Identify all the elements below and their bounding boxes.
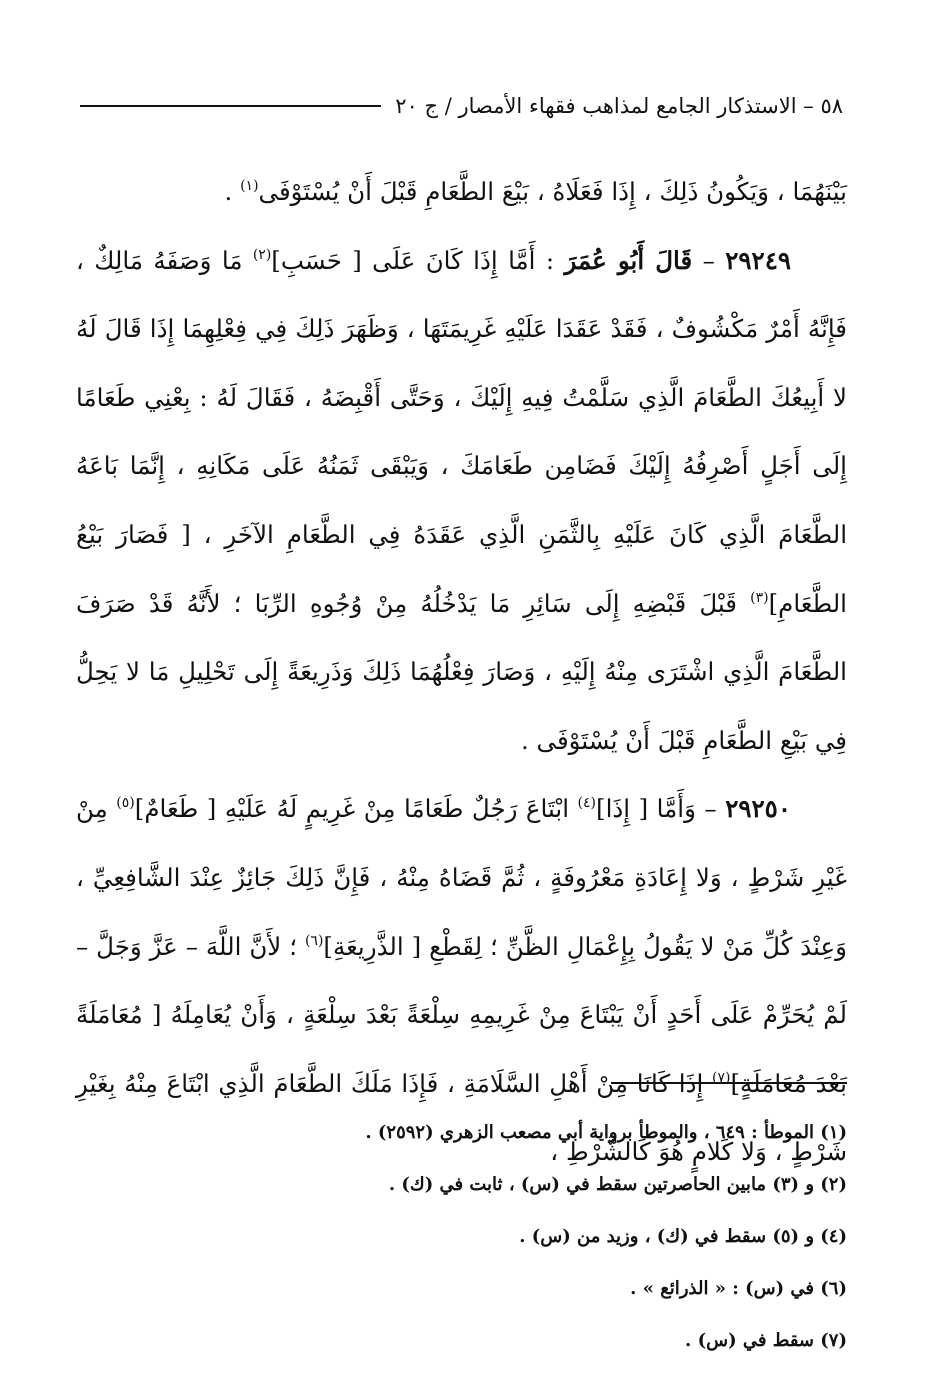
text-run: وَأَمَّا [ إِذَا] xyxy=(596,794,696,824)
paragraph-number: ٢٩٢٥٠ xyxy=(725,794,791,824)
text-run: . xyxy=(224,177,241,206)
text-run: مَا وَصَفَهُ مَالِكٌ ، فَإِنَّهُ أَمْرٌ مَكْشُوفٌ ، فَقَدْ عَقَدَا عَلَيْهِ غَرِيمَتَهَا ، وَظَهَرَ ذَلِكَ فِي فِعْلِهِمَا إِذَا قَالَ لَهُ لا أَبِيعُكَ الطَّعَامَ الَّذِي سَلَّمْتُ فِيهِ إِلَيْكَ ، وَحَتَّى أَقْبِضَهُ ، فَقَالَ لَهُ : بِعْنِي طَعَامًا إِلَى أَجَلٍ أَصْرِفُهُ إِلَيْكَ فَضَامِن طَعَامَكَ ، وَيَبْقَى ثَمَنُهُ عَلَى مَكَانِهِ ، إِنَّمَا بَاعَهُ الطَّعَامَ الَّذِي كَانَ عَلَيْهِ بِالثَّمَنِ الَّذِي عَقَدَهُ فِي الطَّعَامِ الآخَرِ ، [ فَصَارَ بَيْعُ الطَّعَامِ] xyxy=(76,245,847,618)
footnote-ref: (٥) xyxy=(116,795,135,812)
header-title: ٥٨ – الاستذكار الجامع لمذاهب فقهاء الأمصار / ج ٢٠ xyxy=(395,94,843,118)
text-run: : أَمَّا إِذَا كَانَ عَلَى [ حَسَبِ] xyxy=(271,245,565,275)
footnote-7: (٧) سقط في (س) . xyxy=(685,1330,847,1351)
footnotes xyxy=(80,1107,847,1367)
text-run: بَيْنَهُمَا ، وَيَكُونُ ذَلِكَ ، إِذَا فَعَلَاهُ ، بَيْعَ الطَّعَامِ قَبْلَ أَنْ يُسْتَوْفَى xyxy=(258,177,847,206)
footnote-ref: (٦) xyxy=(304,932,324,949)
footnote-6: (٦) في (س) : « الذرائع » . xyxy=(630,1278,847,1299)
paragraph-29249 xyxy=(76,227,847,776)
dash: – xyxy=(692,245,726,275)
text-run: قَبْلَ قَبْضِهِ إِلَى سَائِرِ مَا يَدْخُلُهُ مِنْ وُجُوهِ الرِّبَا ؛ لأَنَّهُ قَدْ صَرَفَ الطَّعَامَ الَّذِي اشْتَرَى مِنْهُ إِلَيْهِ ، وَصَارَ فِعْلُهُمَا ذَلِكَ وَذَرِيعَةً إِلَى تَحْلِيلِ مَا لا يَحِلُّ فِي بَيْعِ الطَّعَامِ قَبْلَ أَنْ يُسْتَوْفَى . xyxy=(76,588,847,755)
footnote-ref: (٢) xyxy=(252,246,272,263)
running-header xyxy=(78,88,843,124)
text-run: ؛ لأَنَّ اللَّهَ – عَزَّ وَجَلَّ – لَمْ يُحَرِّمْ عَلَى أَحَدٍ أَنْ يَبْتَاعَ مِنْ غَرِيمِهِ سِلْعَةً بَعْدَ سِلْعَةٍ ، وَأَنْ يُعَامِلَهُ [ مُعَامَلَةً بَعْدَ مُعَامَلَةٍ] xyxy=(76,931,848,1098)
speaker-name: قَالَ أَبُو عُمَرَ xyxy=(564,245,693,275)
footnote-2-3: (٢) و (٣) مابين الحاصرتين سقط في (س) ، ثابت في (ك) . xyxy=(388,1174,847,1195)
header-rule xyxy=(80,105,381,107)
footnote-ref: (٤) xyxy=(577,795,597,812)
footnote-4-5: (٤) و (٥) سقط في (ك) ، وزيد من (س) . xyxy=(519,1226,847,1247)
dash: – xyxy=(695,794,726,824)
main-text xyxy=(76,158,847,1187)
text-run: ابْتَاعَ رَجُلٌ طَعَامًا مِنْ غَرِيمٍ لَهُ عَلَيْهِ [ طَعَامٌ] xyxy=(134,794,578,824)
paragraph-continuation xyxy=(76,158,847,227)
footnote-1: (١) الموطأ : ٦٤٩ ، والموطأ برواية أبي مصعب الزهري (٢٥٩٢) . xyxy=(365,1122,847,1143)
footnote-ref: (١) xyxy=(240,178,259,194)
text-run: إِذَا كَانَا مِنْ أَهْلِ السَّلَامَةِ ، فَإِذَا مَلَكَ الطَّعَامَ الَّذِي ابْتَاعَ مِنْهُ بِغَيْرِ شَرْطٍ ، وَلا كَلامٍ هُوَ كَالشَّرْطِ ، xyxy=(76,1068,847,1167)
text-run: مِنْ غَيْرِ شَرْطٍ ، وَلا إِعَادَةِ مَعْرُوفَةٍ ، ثُمَّ قَضَاهُ مِنْهُ ، فَإِنَّ ذَلِكَ جَائِزٌ عِنْدَ الشَّافِعِيِّ ، وَعِنْدَ كُلِّ مَنْ لا يَقُولُ بِإِعْمَالِ الظَّنِّ ؛ لِقَطْعِ [ الذَّرِيعَةِ] xyxy=(76,794,847,961)
paragraph-number: ٢٩٢٤٩ xyxy=(725,245,792,275)
footnote-ref: (٣) xyxy=(750,589,769,606)
footnote-separator xyxy=(611,1082,847,1084)
footnote-ref: (٧) xyxy=(712,1069,731,1086)
